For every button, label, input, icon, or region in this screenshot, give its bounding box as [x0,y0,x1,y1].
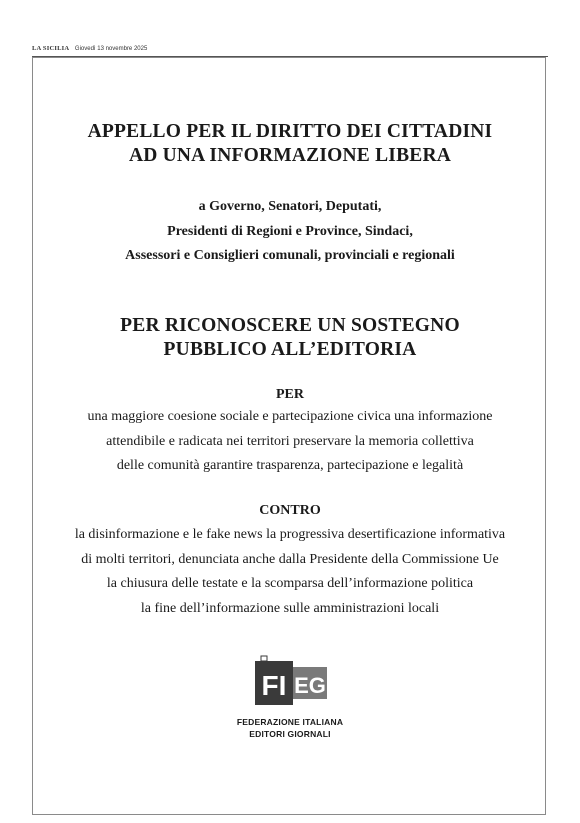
appeal-subtitle-line: PER RICONOSCERE UN SOSTEGNO [120,315,460,336]
appeal-title-line: AD UNA INFORMAZIONE LIBERA [128,145,452,166]
contro-body [32,523,548,621]
appeal-subtitle-line: PUBBLICO ALL’EDITORIA [163,339,417,360]
recipient-line: Assessori e Consiglieri comunali, provinciali e regionali [125,248,455,263]
fieg-logo [252,655,332,707]
masthead-paper-name: LA SICILIA [32,45,70,52]
org-line: FEDERAZIONE ITALIANA [236,717,344,727]
fieg-logo-mark-right: EG [294,673,326,698]
fieg-logo-mark-left: FI [261,670,287,701]
contro-line: la disinformazione e le fake news la progressiva desertificazione informativa [74,527,506,542]
appeal-title-line: APPELLO PER IL DIRITTO DEI CITTADINI [87,121,493,142]
per-body [32,405,548,479]
per-heading: PER [276,387,304,402]
contro-heading: CONTRO [259,503,321,518]
fieg-logo-tab [261,656,267,661]
contro-line: la chiusura delle testate e la scomparsa dell’informazione politica [106,576,474,591]
contro-line: la fine dell’informazione sulle amministrazioni locali [140,600,440,616]
masthead-date: Giovedì 13 novembre 2025 [74,46,148,52]
appeal-recipients [32,195,548,269]
masthead [32,44,548,57]
org-line: EDITORI GIORNALI [249,729,331,739]
per-line: una maggiore coesione sociale e partecipazione civica una informazione [87,409,493,424]
recipient-line: a Governo, Senatori, Deputati, [198,199,382,214]
appeal-subtitle [32,314,548,362]
per-line: delle comunità garantire trasparenza, partecipazione e legalità [116,458,464,473]
per-line: attendibile e radicata nei territori preservare la memoria collettiva [106,433,474,449]
fieg-organization-name [0,716,580,740]
recipient-line: Presidenti di Regioni e Province, Sindaci, [167,223,413,239]
appeal-title [32,120,548,168]
contro-line: di molti territori, denunciata anche dalla Presidente della Commissione Ue [81,551,499,567]
